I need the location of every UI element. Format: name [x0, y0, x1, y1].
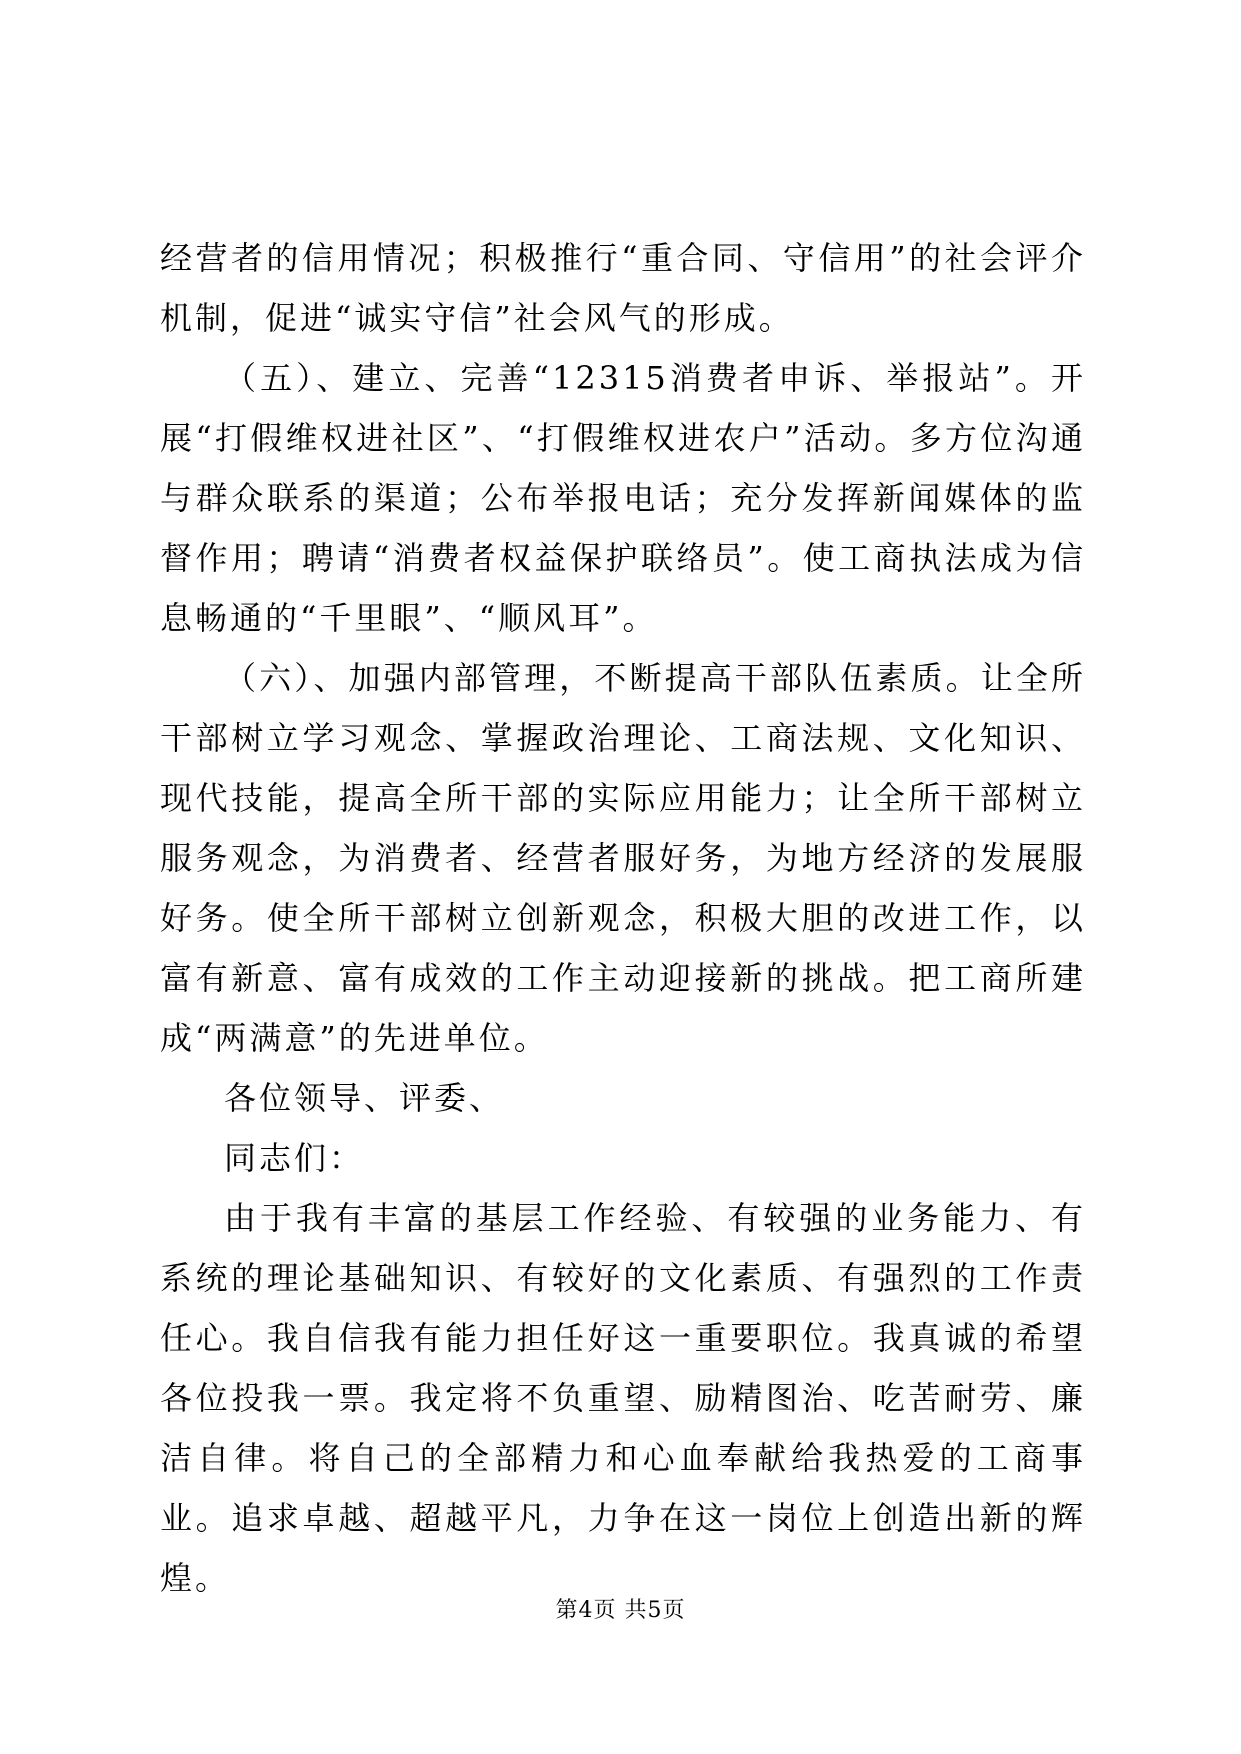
- page-number-footer: 第4页 共5页: [555, 1598, 686, 1623]
- paragraph-item-six: （六）、加强内部管理，不断提高干部队伍素质。让全所干部树立学习观念、掌握政治理论、工商法规、文化知识、现代技能，提高全所干部的实际应用能力；让全所干部树立服务观念，为消费者、经营者服好务，为地方经济的发展服好务。使全所干部树立创新观念，积极大胆的改进工作，以富有新意、富有成效的工作主动迎接新的挑战。把工商所建成“两满意”的先进单位。: [160, 659, 1086, 1057]
- paragraph-credit: 经营者的信用情况；积极推行“重合同、守信用”的社会评介机制，促进“诚实守信”社会风气的形成。: [160, 239, 1086, 337]
- paragraph-item-five: （五）、建立、完善“12315消费者申诉、举报站”。开展“打假维权进社区”、“打假维权进农户”活动。多方位沟通与群众联系的渠道；公布举报电话；充分发挥新闻媒体的监督作用；聘请“消费者权益保护联络员”。使工商执法成为信息畅通的“千里眼”、“顺风耳”。: [160, 359, 1086, 637]
- body-text: [160, 228, 1086, 1608]
- paragraph-closing: 由于我有丰富的基层工作经验、有较强的业务能力、有系统的理论基础知识、有较好的文化素质、有强烈的工作责任心。我自信我有能力担任好这一重要职位。我真诚的希望各位投我一票。我定将不负重望、励精图治、吃苦耐劳、廉洁自律。将自己的全部精力和心血奉献给我热爱的工商事业。追求卓越、超越平凡，力争在这一岗位上创造出新的辉煌。: [160, 1199, 1086, 1597]
- paragraph-salutation-leaders: 各位领导、评委、: [224, 1079, 505, 1117]
- paragraph-salutation-comrades: 同志们：: [224, 1139, 365, 1177]
